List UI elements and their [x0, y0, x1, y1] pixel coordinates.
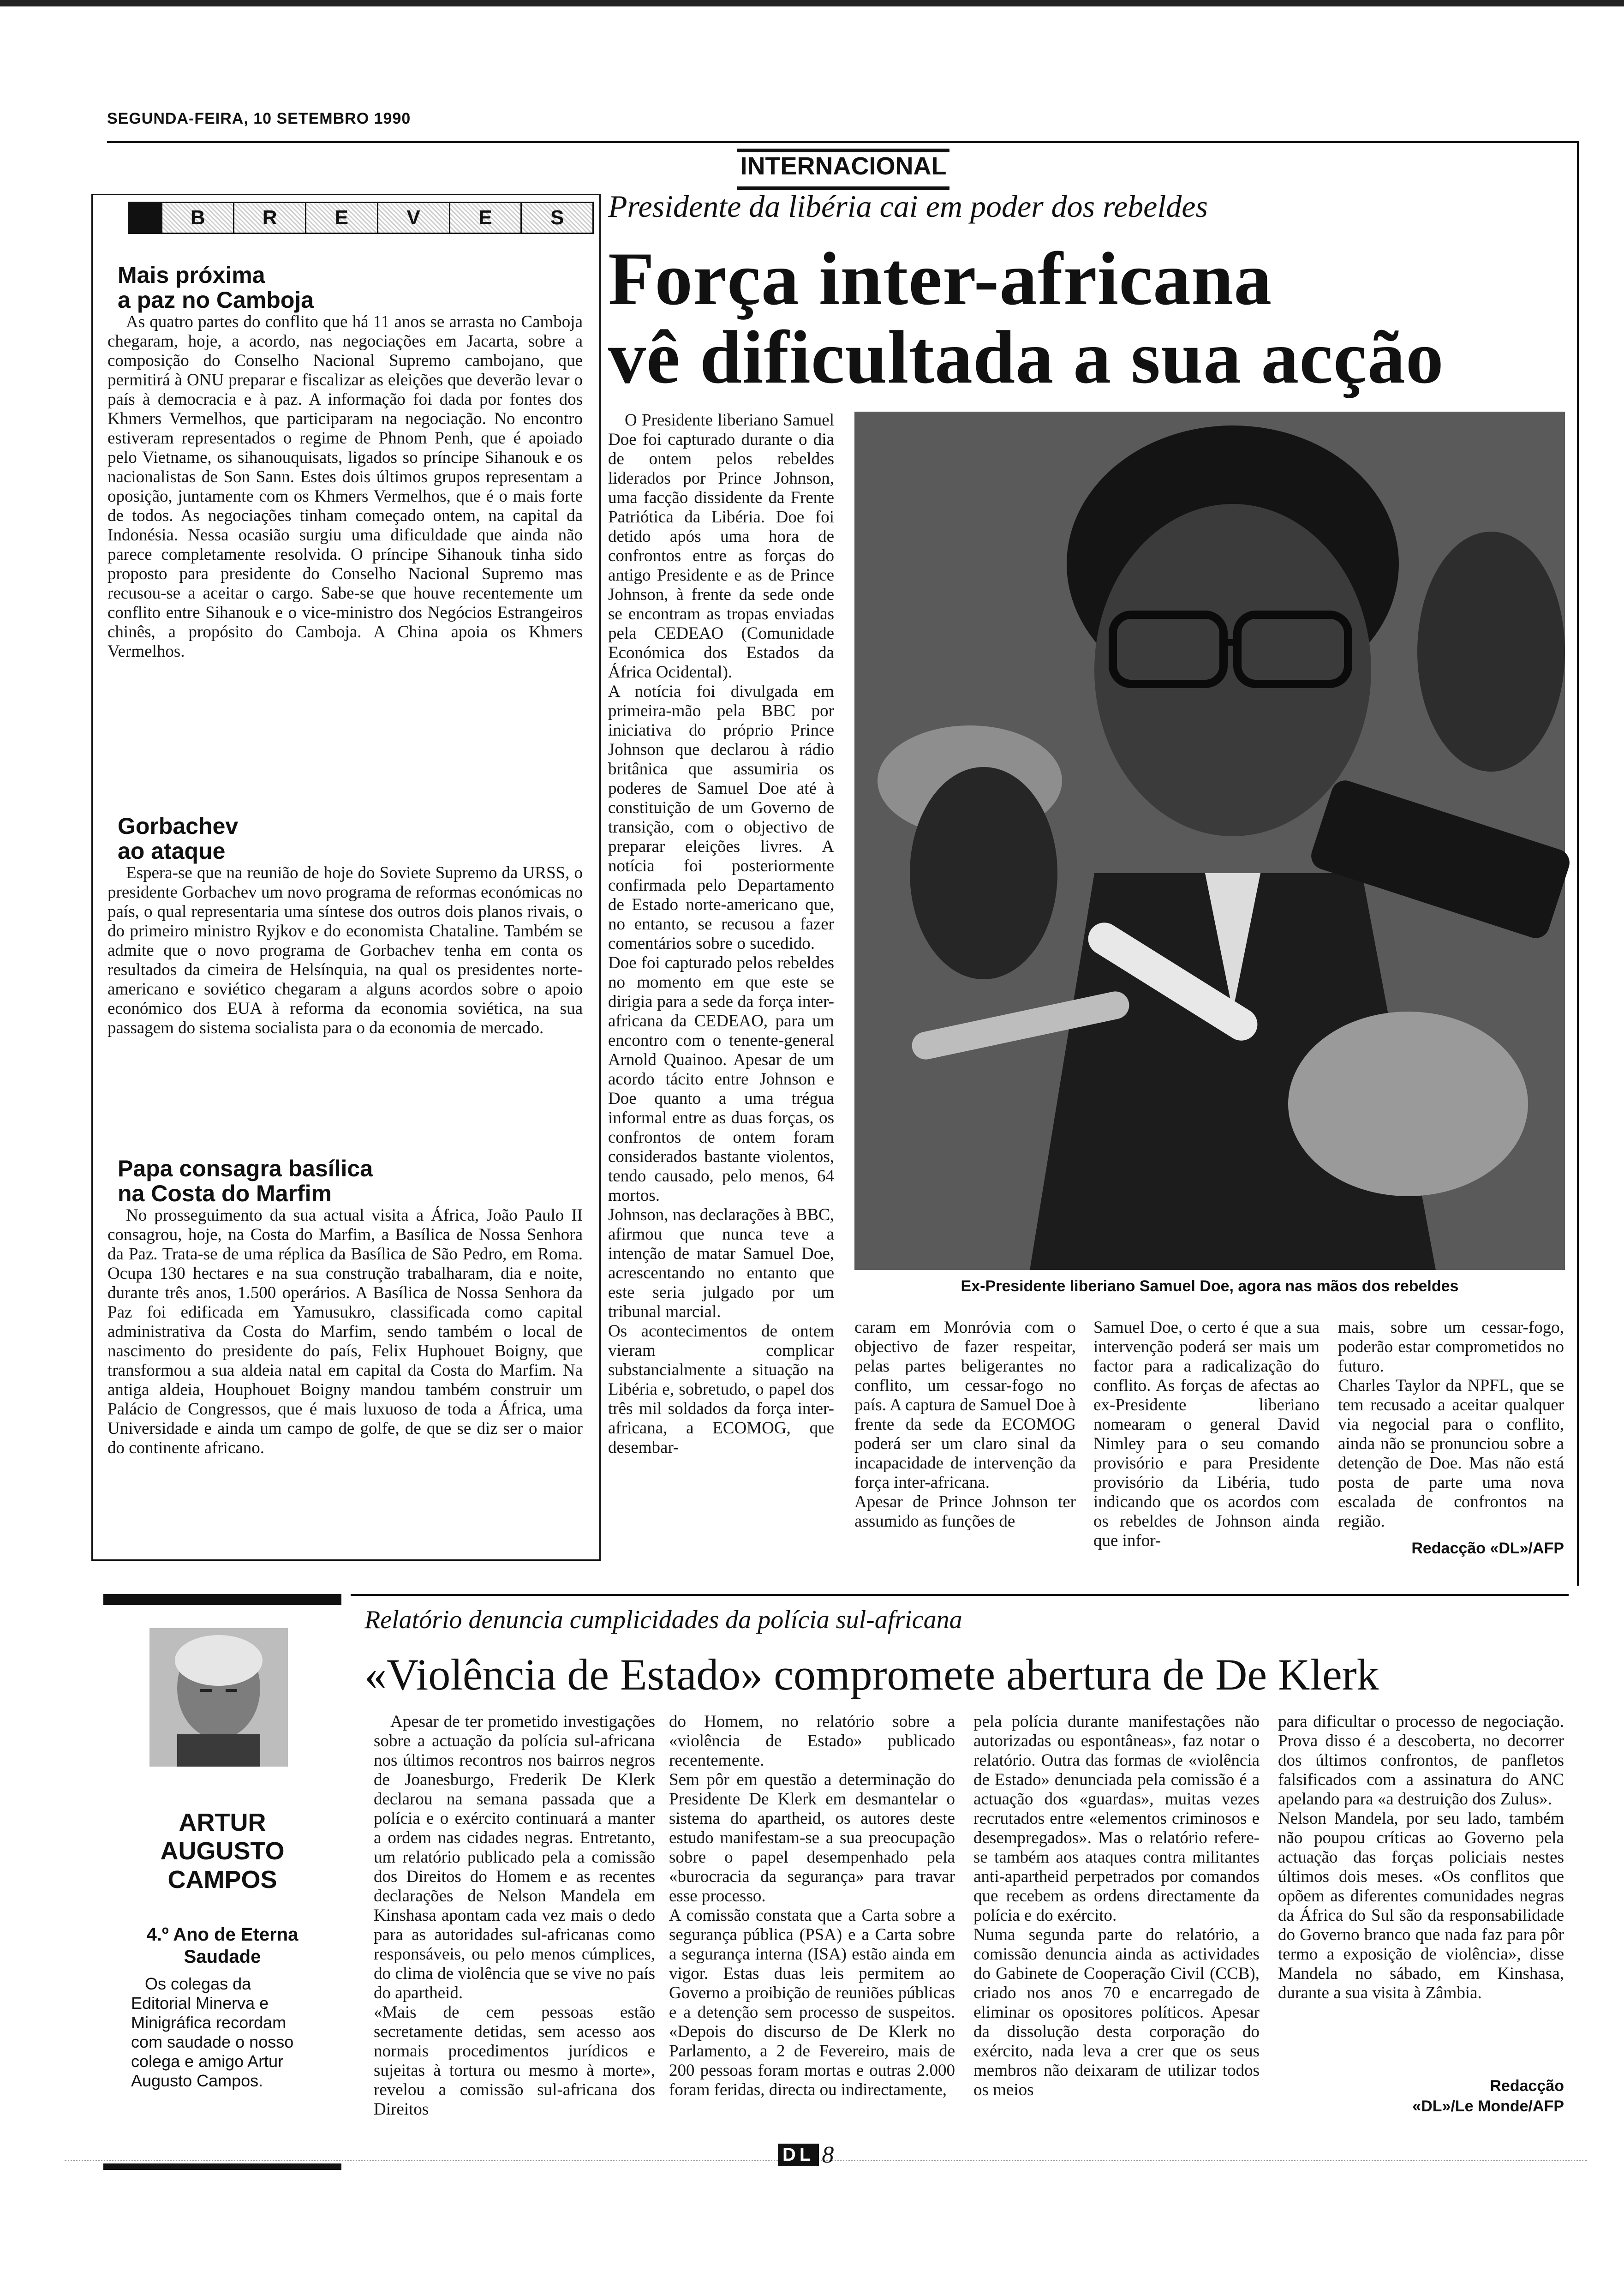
africa-col4	[1278, 1712, 1564, 2063]
brief-headline	[118, 1156, 583, 1206]
africa-col3-text: pela polícia durante manifestações não autorizadas ou espontâneas», faz notar o relatório. Outra das formas de «violência de Estado» denunciada pela comissão é a actuação dos «guardas», muitas vezes recrutados entre «elementos criminosos e desempregados». Mas o relatório refere-se também aos ataques contra militantes anti-apartheid perpetrados por comandos que recebem as ordens directamente da polícia e do exército. Numa segunda parte do relatório, a comissão denuncia ainda as actividades do Gabinete de Cooperação Civil (CCB), criado nos anos 70 e encarregado de eliminar os opositores políticos. Apesar da dissolução desta corporação do exército, nada leva a crer que os seus membros não deixaram de utilizar todos os meios	[973, 1712, 1260, 2099]
africa-credit	[1278, 2076, 1564, 2116]
top-rule	[0, 0, 1624, 6]
brief-camboja	[107, 263, 583, 661]
brief-headline-line: Mais próxima	[118, 262, 265, 288]
breves-box	[91, 194, 601, 1561]
liberia-col1-text: O Presidente liberiano Samuel Doe foi capturado durante o dia de ontem pelos rebeldes liderados por Prince Johnson, uma facção dissidente da Frente Patriótica da Libéria. Doe foi detido após uma hora de confrontos entre as forças do antigo Presidente e as de Prince Johnson, à frente da sede onde se encontram as tropas enviadas pela CEDEAO (Comunidade Económica dos Estados da África Ocidental). A notícia foi divulgada em primeira-mão pela BBC por iniciativa do próprio Prince Johnson que declarou à rádio britânica que assumiria os poderes de Samuel Doe até à constituição de um Governo de transição, com o objectivo de preparar eleições livres. A notícia foi posteriormente confirmada pelo Departamento de Estado norte-americano que, no entanto, se recusou a fazer comentários sobre o sucedido. Doe foi capturado pelos rebeldes no momento em que este se dirigia para a sede da força inter-africana da CEDEAO, para um encontro com o tenente-general Arnold Quainoo. Apesar de um acordo tácito entre Johnson e Doe quanto a uma trégua informal entre as duas forças, os confrontos de ontem foram considerados bastante violentos, tendo causado, pelo menos, 64 mortos. Johnson, nas declarações à BBC, afirmou que nunca teve a intenção de matar Samuel Doe, acrescentando no entanto que este seria julgado por um tribunal marcial. Os acontecimentos de ontem vieram complicar substancialmente a situação na Libéria e, sobretudo, o papel dos três mil soldados da força inter-africana, a ECOMOG, que desembar-	[608, 411, 834, 1457]
headline-line: Força inter-africana	[608, 237, 1272, 321]
header-rule	[107, 141, 1579, 143]
africa-credit-line: «DL»/Le Monde/AFP	[1412, 2097, 1564, 2115]
africa-headline: «Violência de Estado» compromete abertura de De Klerk	[364, 1650, 1379, 1699]
breves-letter: V	[378, 203, 450, 233]
liberia-kicker: Presidente da libéria cai em poder dos rebeldes	[608, 189, 1208, 224]
breves-letter: B	[162, 203, 234, 233]
photo-caption: Ex-Presidente liberiano Samuel Doe, agora nas mãos dos rebeldes	[961, 1277, 1459, 1295]
headline-line: vê dificultada a sua acção	[608, 316, 1444, 399]
brief-headline-line: Papa consagra basílica	[118, 1156, 373, 1181]
brief-headline-line: Gorbachev	[118, 813, 239, 839]
africa-credit-line: Redacção	[1490, 2077, 1564, 2095]
photo-illustration	[854, 412, 1565, 1270]
africa-col3	[973, 1712, 1260, 2118]
breves-letter: E	[306, 203, 378, 233]
liberia-col2-text: caram em Monróvia com o objectivo de fazer respeitar, pelas partes beligerantes no conflito, um cessar-fogo no país. A captura de Samuel Doe à frente da sede da ECOMOG poderá ser um claro sinal da incapacidade de intervenção da força inter-africana. Apesar de Prince Johnson ter assumido as funções de	[854, 1318, 1076, 1531]
brief-gorbachev	[107, 814, 583, 1038]
footer-logo-mark: DL	[778, 2144, 819, 2166]
africa-col2	[669, 1712, 955, 2118]
footer-logo	[778, 2141, 834, 2169]
africa-col2-text: do Homem, no relatório sobre a «violência de Estado» publicado recentemente. Sem pôr em questão a determinação do Presidente De Klerk em desmantelar o sistema do apartheid, os autores deste estudo manifestam-se a sua preocupação sobre o papel desempenhado pela «burocracia da segurança» para travar esse processo. A comissão constata que a Carta sobre a segurança pública (PSA) e a Carta sobre a segurança interna (ISA) estão ainda em vigor. Estas duas leis permitem ao Governo a proibição de reuniões públicas e a detenção sem processo de suspeitos. «Depois do discurso de De Klerk no Parlamento, a 2 de Fevereiro, mais de 200 pessoas foram mortas e outras 2.000 foram feridas, directa ou indirectamente,	[669, 1712, 955, 2099]
africa-col1-text: Apesar de ter prometido investigações sobre a actuação da polícia sul-africana nos últimos recontros nos bairros negros de Joanesburgo, Frederik De Klerk declarou na semana passada que a polícia e o exército continuará a manter a ordem nas cidades negras. Entretanto, um relatório publicado pela a comissão dos Direitos do Homem e as recentes declarações de Nelson Mandela em Kinshasa apontam cada vez mais o dedo para as autoridades sul-africanas como responsáveis, ou pelo menos cúmplices, do clima de violência que se vive no país do apartheid. «Mais de cem pessoas estão secretamente detidas, sem acesso aos normais procedimentos jurídicos e sujeitas à tortura ou mesmo à morte», revelou a comissão sul-africana dos Direitos	[374, 1712, 655, 2119]
brief-headline-line: a paz no Camboja	[118, 287, 314, 313]
frame-right-border	[1577, 141, 1579, 1586]
section-label: INTERNACIONAL	[737, 149, 949, 190]
liberia-credit: Redacção «DL»/AFP	[1411, 1540, 1564, 1557]
obituary-subtitle	[103, 1923, 341, 1968]
liberia-col2	[854, 1318, 1076, 1567]
africa-top-rule	[351, 1594, 1569, 1596]
obituary-name-line: ARTUR	[179, 1809, 266, 1836]
liberia-col4-text: mais, sobre um cessar-fogo, poderão estar comprometidos no futuro. Charles Taylor da NPFL, que se tem recusado a aceitar qualquer via negocial para o conflito, ainda não se pronunciou sobre a detenção de Doe. Mas não está posta de parte uma nova escalada de confrontos na região.	[1338, 1318, 1564, 1531]
photo-samuel-doe	[854, 412, 1565, 1270]
liberia-col3	[1093, 1318, 1320, 1567]
liberia-col3-text: Samuel Doe, o certo é que a sua intervenção poderá ser mais um factor para a radicalização do conflito. As forças de afectas ao ex-Presidente liberiano nomearam o general David Nimley para o seu comando provisório e para Presidente provisório da Libéria, tudo indicando que os acordos com os rebeldes de Johnson ainda que infor-	[1093, 1318, 1320, 1550]
brief-text	[107, 312, 583, 661]
brief-papa	[107, 1156, 583, 1458]
obituary-name-line: AUGUSTO	[160, 1837, 285, 1865]
breves-letter: S	[522, 203, 592, 233]
liberia-col1	[608, 411, 834, 1457]
liberia-headline	[608, 237, 1444, 399]
africa-col4-text: para dificultar o processo de negociação. Prova disso é a descoberta, no decorrer dos últimos confrontos, de panfletos falsificados com a assinatura do ANC apelando para «a destruição dos Zulus». Nelson Mandela, por seu lado, também não poupou críticas ao Governo pela actuação das forças policiais nestes últimos dois meses. «Os conflitos que opõem as diferentes comunidades negras da África do Sul são da responsabilidade do Governo branco que nada faz para pôr termo a exposição de violência», disse Mandela no sábado, em Kinshasa, durante a sua visita à Zâmbia.	[1278, 1712, 1564, 2002]
issue-date: SEGUNDA-FEIRA, 10 SETEMBRO 1990	[107, 110, 411, 127]
brief-paragraph: Espera-se que na reunião de hoje do Soviete Supremo da URSS, o presidente Gorbachev um novo programa de reformas económicas no país, o qual representaria uma síntese dos outros dois planos rivais, o do primeiro ministro Ryjkov e do economista Chataline. Também se admite que o novo programa de Gorbachev tenha em conta os resultados da cimeira de Helsínquia, na qual os presidentes norte-americano e soviético chegaram a alguns acordos sobre o apoio económico dos EUA à reforma da economia soviética, na sua passagem do sistema socialista para o da economia de mercado.	[107, 863, 583, 1037]
breves-letter: R	[234, 203, 306, 233]
brief-text	[107, 863, 583, 1038]
obituary-box	[103, 1594, 341, 2170]
brief-text	[107, 1206, 583, 1458]
brief-paragraph: As quatro partes do conflito que há 11 anos se arrasta no Camboja chegaram, hoje, a acordo, nas negociações em Jacarta, sobre a composição do Conselho Nacional Supremo cambojano, que permitirá à ONU preparar e fiscalizar as eleições que deverão levar o país à democracia e à paz. A informação foi dada por fontes dos Khmers Vermelhos, que participaram na negociação. No encontro estiveram representados o regime de Phnom Penh, que é apoiado pelo Vietname, os sihanouquisats, ligados so príncipe Sihanouk e os nacionalistas de Son Sann. Estes dois últimos grupos representam a oposição, juntamente com os Khmers Vermelhos, que é o mais forte de todos. As negociações tinham começado ontem, na capital da Indonésia. Nessa ocasião surgiu uma dificuldade que ainda não parece completamente resolvida. O príncipe Sihanouk tinha sido proposto para presidente do Conselho Nacional Supremo mas recusou-se a aceitar o cargo. Sabe-se que houve recentemente um conflito entre Sihanouk e o vice-ministro dos Negócios Estrangeiros chinês, a propósito do Camboja. A China apoia os Khmers Vermelhos.	[107, 312, 583, 661]
africa-col1	[374, 1712, 655, 2118]
breves-block	[129, 203, 162, 233]
africa-kicker: Relatório denuncia cumplicidades da polícia sul-africana	[364, 1606, 962, 1634]
breves-banner	[128, 202, 594, 234]
breves-letter: E	[450, 203, 522, 233]
brief-headline	[118, 263, 583, 312]
obituary-name	[103, 1808, 341, 1894]
obituary-subtitle-line: 4.º Ano de Eterna	[146, 1924, 299, 1945]
brief-headline-line: ao ataque	[118, 838, 226, 864]
obituary-subtitle-line: Saudade	[184, 1947, 261, 1967]
obituary-text: Os colegas da Editorial Minerva e Minigráfica recordam com saudade o nosso colega e amigo Artur Augusto Campos.	[131, 1974, 294, 2090]
brief-paragraph: No prosseguimento da sua actual visita a África, João Paulo II consagrou, hoje, na Costa do Marfim, a Basílica de Nossa Senhora da Paz. Trata-se de uma réplica da Basílica de São Pedro, em Roma. Ocupa 130 hectares e na sua construção trabalharam, dia e noite, durante três anos, 1.500 operários. A Basílica de Nossa Senhora da Paz foi edificada em Yamusukro, classificada como capital administrativa da Costa do Marfim, sendo também o local de nascimento do presidente do país, Felix Huphouet Boigny, que transformou a sua aldeia natal em capital da Costa do Marfim. Na antiga aldeia, Houphouet Boigny mandou também construir um Palácio de Congressos, que é mais luxuoso de toda a África, uma Universidade e ainda um campo de golfe, de que se diz ser o maior do continente africano.	[107, 1206, 583, 1457]
liberia-col4	[1338, 1318, 1564, 1540]
brief-headline	[118, 814, 583, 863]
brief-headline-line: na Costa do Marfim	[118, 1180, 332, 1206]
obituary-portrait	[149, 1628, 288, 1767]
page-number: 8	[822, 2142, 834, 2168]
obituary-name-line: CAMPOS	[167, 1866, 277, 1894]
